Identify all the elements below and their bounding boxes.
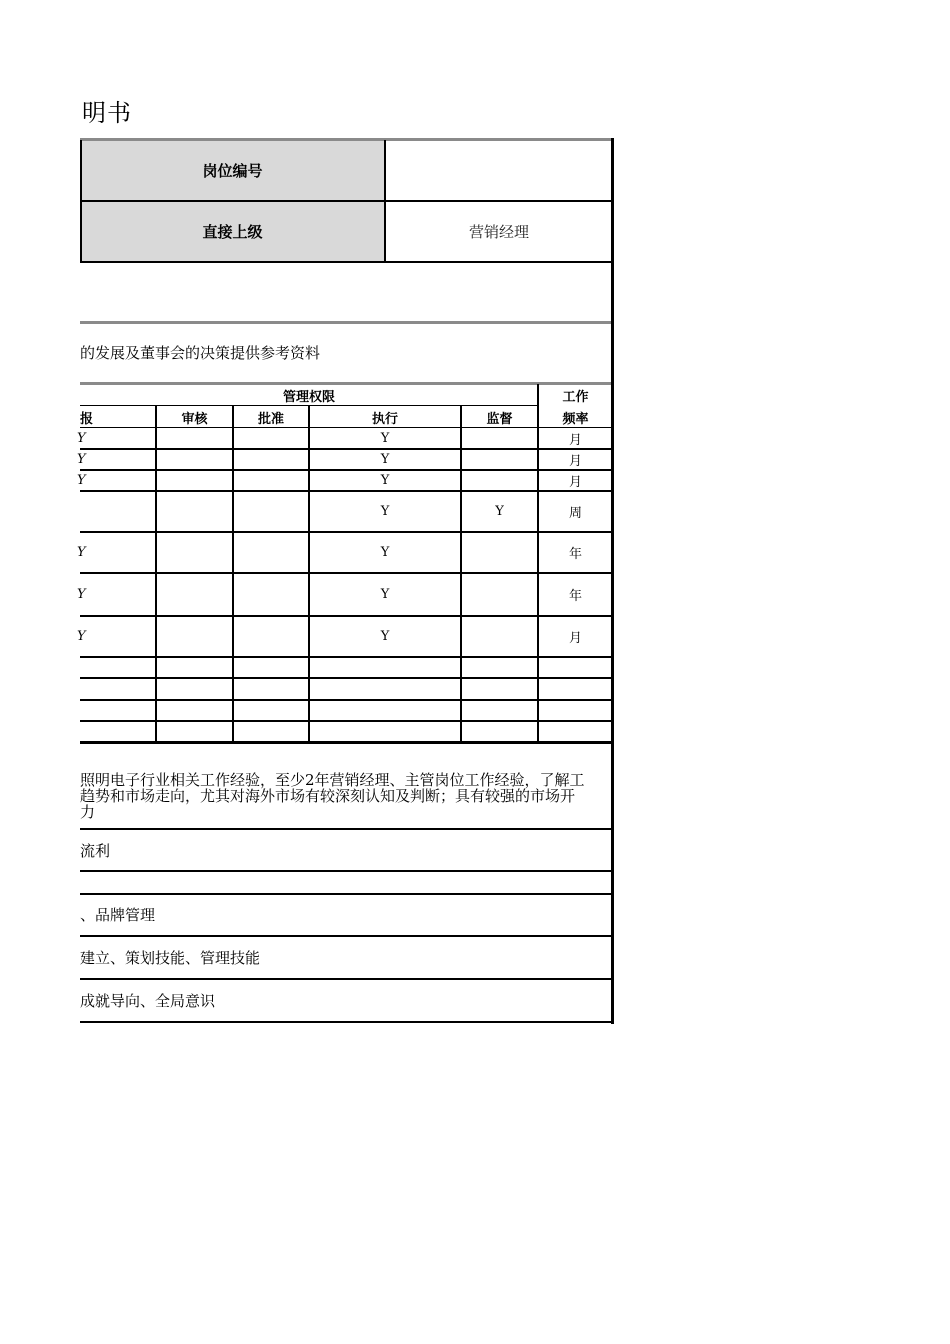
blank-row-text: [80, 874, 610, 892]
grid-line: [80, 893, 613, 895]
grid-line: [80, 448, 613, 450]
authority-cell-freq: 月: [568, 631, 582, 646]
authority-cell-report: Y: [77, 431, 86, 446]
authority-cell-report: [80, 491, 156, 532]
experience-line-1: 照明电子行业相关工作经验，至少2年营销经理、主管岗位工作经验，了解工: [80, 771, 585, 789]
authority-cell-review: [156, 657, 233, 678]
authority-cell-freq: [538, 700, 613, 721]
job-purpose-text: 的发展及董事会的决策提供参考资料: [80, 344, 321, 362]
grid-line: [80, 321, 613, 324]
authority-cell-approve: [233, 700, 309, 721]
authority-cell-supervise: [461, 616, 538, 657]
knowledge-text: 、品牌管理: [80, 906, 156, 924]
authority-cell-approve: [233, 721, 309, 742]
grid-line: [80, 531, 613, 533]
authority-cell-approve: [233, 491, 309, 532]
authority-cell-report: [80, 678, 156, 700]
authority-cell-freq: 周: [568, 506, 582, 521]
authority-cell-freq: [538, 678, 613, 700]
authority-cell-report: [80, 721, 156, 742]
authority-cell-review: [156, 721, 233, 742]
authority-cell-report: Y: [77, 545, 86, 560]
experience-line-3: 力: [80, 803, 96, 821]
authority-cell-approve: [233, 470, 309, 491]
authority-cell-report: [80, 700, 156, 721]
grid-line: [80, 720, 613, 722]
grid-line: [80, 699, 613, 701]
grid-line: [155, 406, 157, 744]
authority-cell-review: [156, 678, 233, 700]
authority-cell-execute: [309, 721, 461, 742]
grid-line: [537, 384, 539, 744]
authority-cell-review: [156, 573, 233, 616]
authority-cell-approve: [233, 428, 309, 449]
page-title: 明书: [82, 99, 132, 127]
grid-line: [232, 406, 234, 744]
authority-cell-execute: Y: [380, 473, 390, 488]
grid-line: [80, 261, 613, 263]
authority-cell-approve: [233, 532, 309, 573]
col-header-execute: 执行: [371, 411, 398, 427]
authority-cell-review: [156, 428, 233, 449]
authority-cell-review: [156, 449, 233, 470]
authority-cell-freq: 年: [568, 589, 582, 604]
experience-line-2: 趋势和市场走向，尤其对海外市场有较深刻认知及判断；具有较强的市场开: [80, 787, 576, 805]
grid-line: [80, 469, 613, 471]
grid-line: [80, 828, 613, 830]
authority-cell-execute: [309, 657, 461, 678]
authority-cell-execute: Y: [380, 629, 390, 644]
authority-group-header: 管理权限: [282, 389, 335, 405]
grid-line: [80, 1021, 613, 1023]
language-text: 流利: [80, 842, 111, 860]
grid-line: [80, 200, 613, 202]
grid-line: [80, 427, 613, 428]
authority-cell-freq: 年: [568, 547, 582, 562]
grid-line: [80, 677, 613, 679]
grid-line: [80, 382, 613, 385]
superior-label: 直接上级: [80, 201, 385, 262]
authority-cell-execute: Y: [380, 431, 390, 446]
authority-cell-freq: 月: [568, 454, 582, 469]
authority-cell-approve: [233, 657, 309, 678]
grid-line: [80, 615, 613, 617]
grid-line: [611, 138, 614, 1024]
experience-text: [80, 772, 613, 824]
authority-cell-approve: [233, 616, 309, 657]
authority-cell-approve: [233, 678, 309, 700]
authority-cell-execute: Y: [380, 504, 390, 519]
skills-text: 建立、策划技能、管理技能: [80, 949, 261, 967]
grid-line: [80, 870, 613, 872]
authority-cell-supervise: [461, 657, 538, 678]
grid-line: [80, 490, 613, 492]
authority-cell-freq: [538, 721, 613, 742]
col-header-supervise: 监督: [486, 411, 513, 427]
authority-cell-approve: [233, 449, 309, 470]
col-header-report: 报: [80, 411, 94, 427]
authority-cell-supervise: [461, 449, 538, 470]
col-header-approve: 批准: [257, 411, 284, 427]
authority-cell-review: [156, 532, 233, 573]
competency-text: 成就导向、全局意识: [80, 992, 216, 1010]
authority-cell-supervise: [461, 573, 538, 616]
authority-cell-supervise: Y: [495, 504, 504, 519]
authority-cell-report: Y: [77, 629, 86, 644]
authority-cell-execute: Y: [380, 545, 390, 560]
authority-cell-execute: [309, 700, 461, 721]
authority-cell-review: [156, 700, 233, 721]
authority-cell-freq: 月: [568, 433, 582, 448]
authority-cell-supervise: [461, 721, 538, 742]
authority-cell-review: [156, 470, 233, 491]
freq-header-line1: 工作: [562, 389, 589, 405]
authority-cell-report: Y: [77, 473, 86, 488]
authority-cell-report: [80, 657, 156, 678]
freq-header-line2: 频率: [562, 411, 589, 427]
authority-cell-approve: [233, 573, 309, 616]
grid-line: [80, 656, 613, 658]
authority-cell-review: [156, 491, 233, 532]
authority-cell-freq: [538, 657, 613, 678]
superior-value: 营销经理: [468, 223, 529, 241]
authority-cell-supervise: [461, 532, 538, 573]
authority-cell-execute: Y: [380, 587, 390, 602]
grid-line: [80, 935, 613, 937]
grid-line: [460, 406, 462, 744]
authority-cell-supervise: [461, 428, 538, 449]
post-code-label: 岗位编号: [80, 140, 385, 201]
grid-line: [80, 572, 613, 574]
authority-cell-supervise: [461, 678, 538, 700]
col-header-review: 审核: [181, 411, 208, 427]
authority-cell-report: Y: [77, 587, 86, 602]
authority-cell-execute: Y: [380, 452, 390, 467]
authority-cell-execute: [309, 678, 461, 700]
authority-cell-report: Y: [77, 452, 86, 467]
grid-line: [80, 741, 613, 743]
grid-line: [80, 138, 613, 141]
authority-cell-supervise: [461, 470, 538, 491]
authority-cell-freq: 月: [568, 475, 582, 490]
grid-line: [308, 406, 310, 744]
grid-line: [80, 978, 613, 980]
post-code-value: [385, 140, 613, 201]
authority-cell-review: [156, 616, 233, 657]
authority-cell-supervise: [461, 700, 538, 721]
